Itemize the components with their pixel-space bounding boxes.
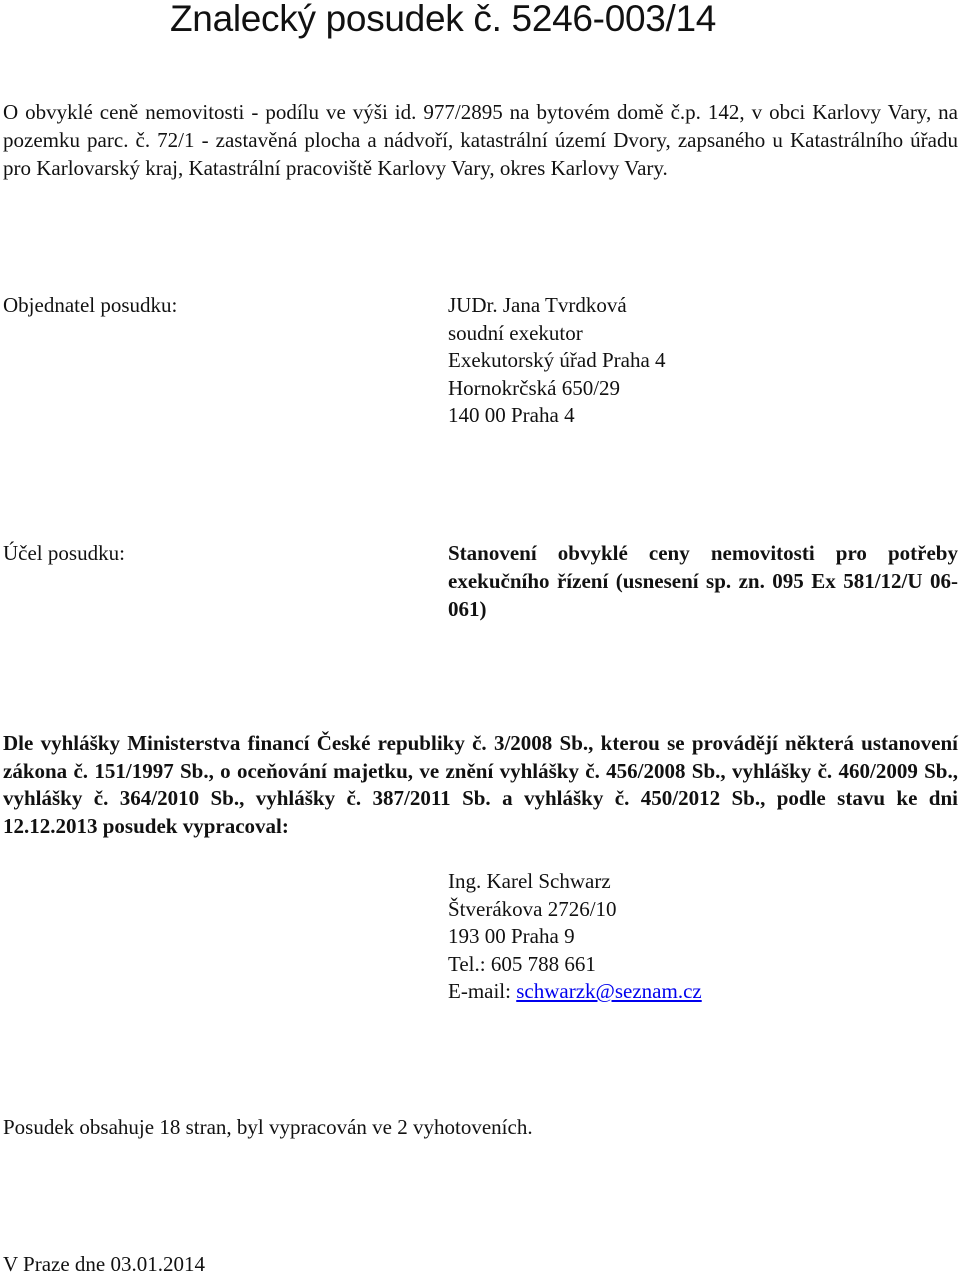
author-block — [448, 868, 702, 1006]
author-name: Ing. Karel Schwarz — [448, 869, 611, 893]
author-phone: Tel.: 605 788 661 — [448, 951, 596, 976]
author-email-link[interactable]: schwarzk@seznam.cz — [516, 979, 702, 1003]
purpose-label: Účel posudku: — [3, 541, 125, 565]
author-street: Štverákova 2726/10 — [448, 896, 617, 921]
client-street: Hornokrčská 650/29 — [448, 375, 621, 400]
author-city: 193 00 Praha 9 — [448, 924, 575, 948]
intro-paragraph: O obvyklé ceně nemovitosti - podílu ve výši id. 977/2895 na bytovém domě č.p. 142, v obci Karlovy Vary, na pozemku parc. č. 72/1 - zastavěná plocha a nádvoří, katastrální území Dvory, zapsaného u Katastrálního úřadu pro Karlovarský kraj, Katastrální pracoviště Karlovy Vary, okres Karlovy Vary. — [3, 100, 958, 180]
client-city: 140 00 Praha 4 — [448, 403, 575, 427]
document-title: Znalecký posudek č. 5246-003/14 — [170, 0, 717, 39]
client-block — [448, 292, 666, 430]
client-office: Exekutorský úřad Praha 4 — [448, 348, 666, 372]
purpose-text: Stanovení obvyklé ceny nemovitosti pro potřeby exekučního řízení (usnesení sp. zn. 095 Ex 581/12/U 06-061) — [448, 541, 958, 621]
place-date: V Praze dne 03.01.2014 — [3, 1252, 205, 1276]
author-email-line — [448, 978, 702, 1006]
author-email-prefix: E-mail: — [448, 979, 517, 1003]
client-name: JUDr. Jana Tvrdková — [448, 293, 627, 317]
client-label: Objednatel posudku: — [3, 293, 178, 317]
client-role: soudní exekutor — [448, 320, 583, 345]
summary-text: Posudek obsahuje 18 stran, byl vypracován ve 2 vyhotoveních. — [3, 1115, 533, 1139]
legal-basis-paragraph: Dle vyhlášky Ministerstva financí České republiky č. 3/2008 Sb., kterou se provádějí některá ustanovení zákona č. 151/1997 Sb., o oceňování majetku, ve znění vyhlášky č. 456/2008 Sb., vyhlášky č. 460/2009 Sb., vyhlášky č. 364/2010 Sb., vyhlášky č. 387/2011 Sb. a vyhlášky č. 450/2012 Sb., podle stavu ke dni 12.12.2013 posudek vypracoval: — [3, 731, 958, 838]
